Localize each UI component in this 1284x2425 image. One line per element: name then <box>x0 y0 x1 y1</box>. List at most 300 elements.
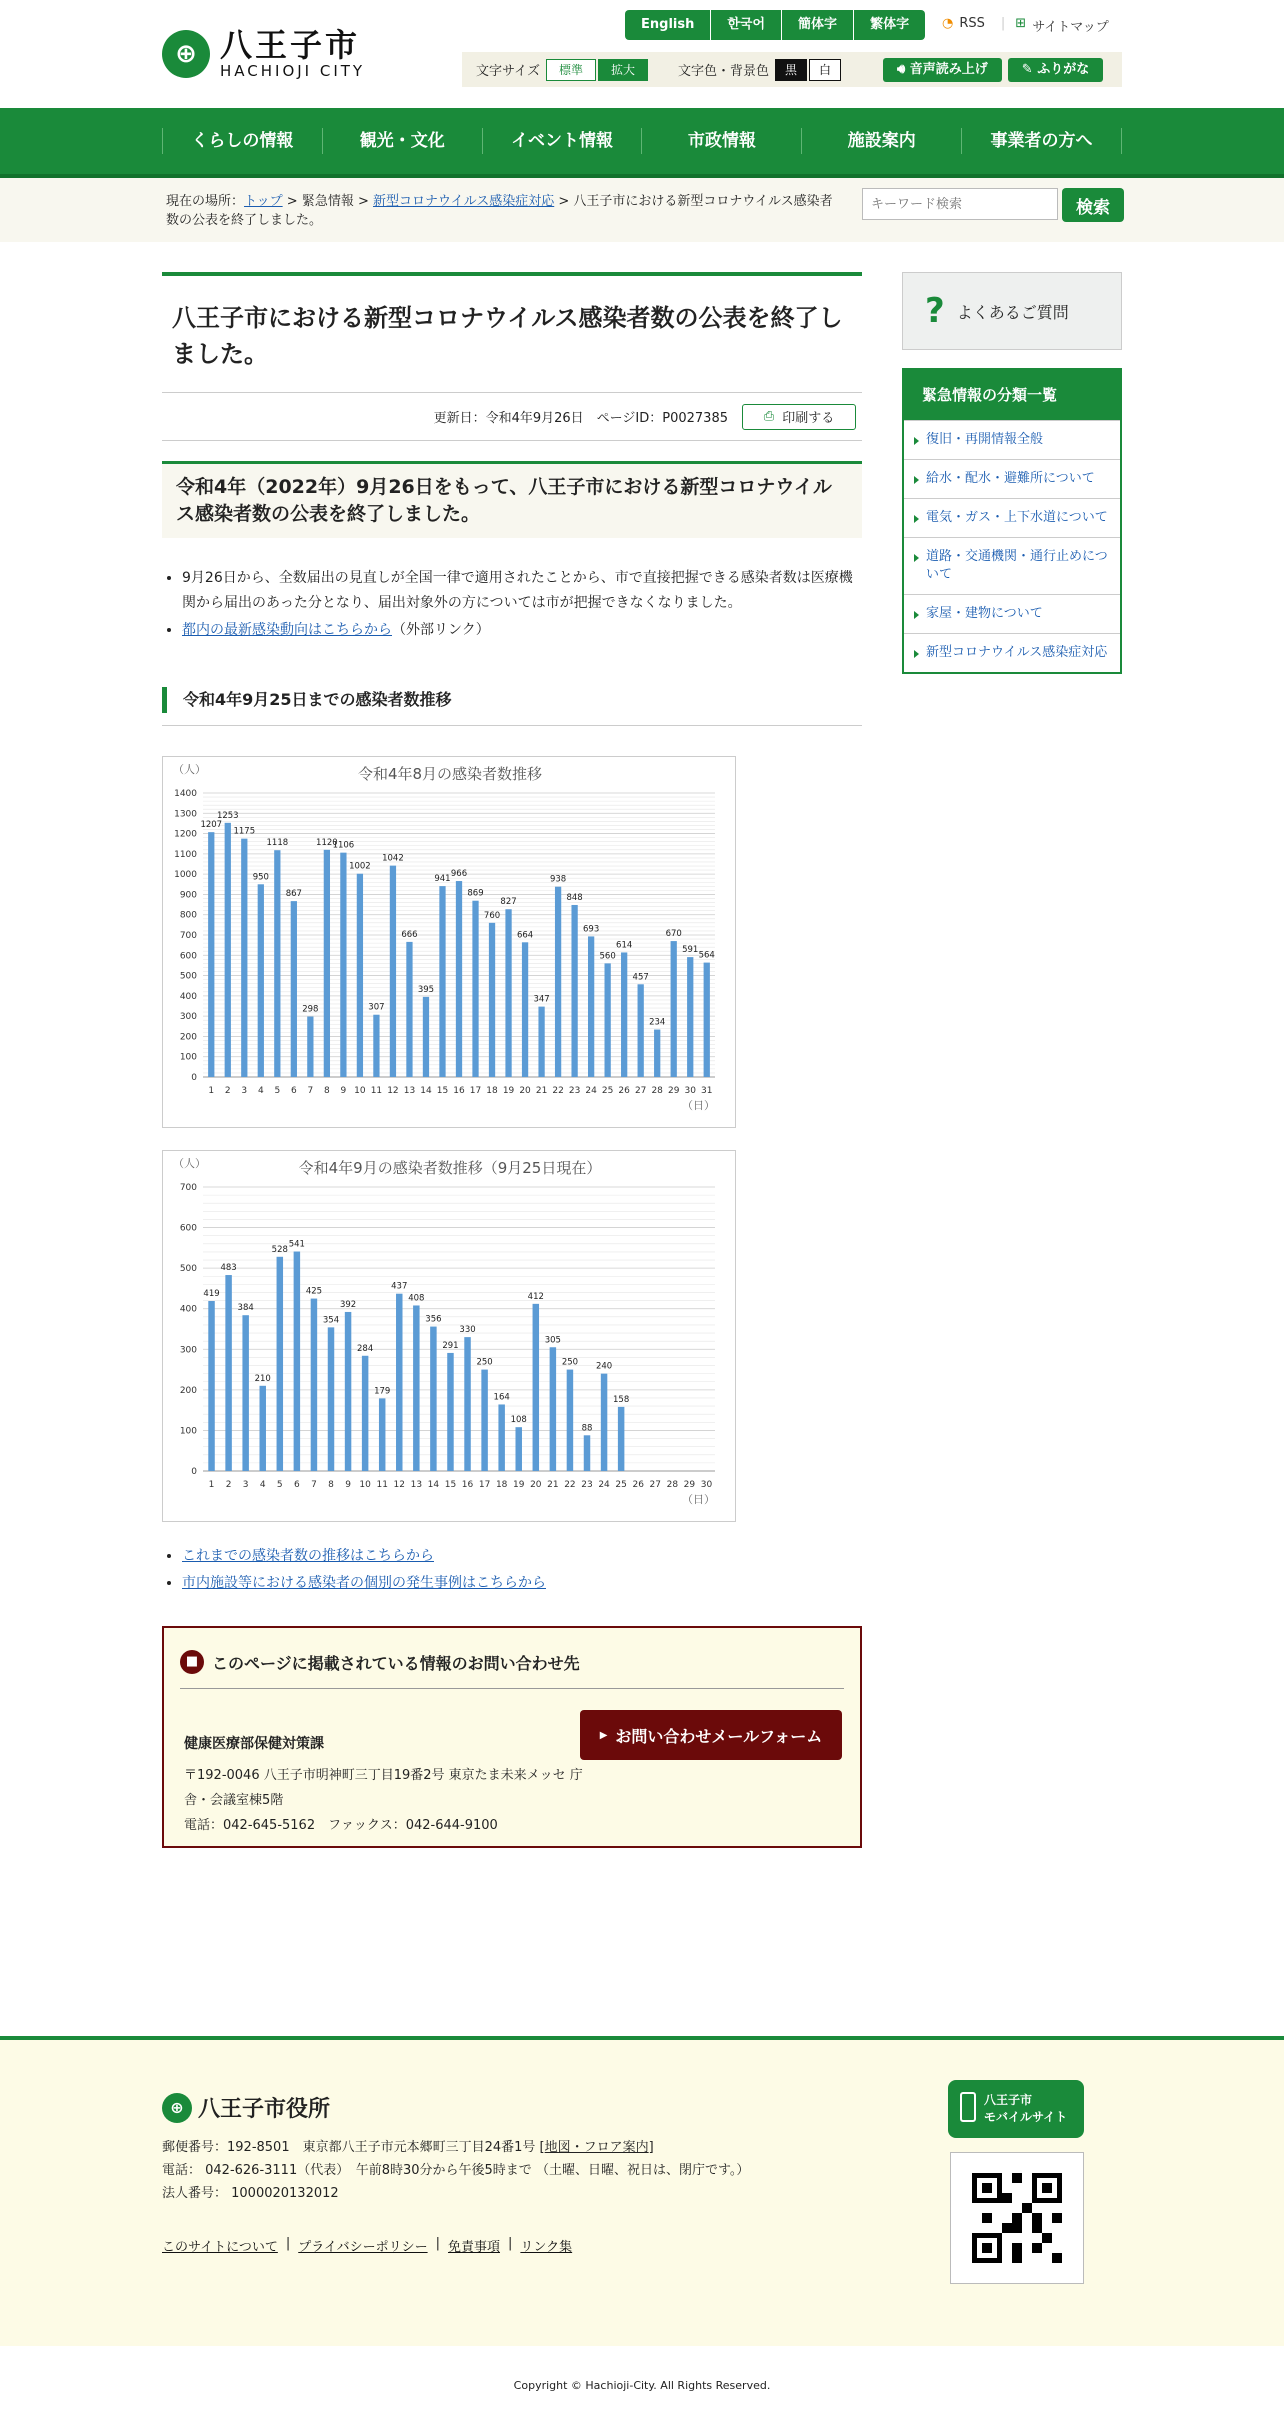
x-tick-label: 23 <box>581 1480 593 1490</box>
x-tick-label: 17 <box>469 1086 482 1096</box>
y-tick-label: 1000 <box>174 870 197 881</box>
footer-links: このサイトについて | プライバシーポリシー | 免責事項 | リンク集 <box>162 2236 573 2255</box>
contact-form-button[interactable] <box>580 1710 842 1760</box>
bar <box>618 1407 624 1471</box>
x-tick-label: 21 <box>535 1086 548 1096</box>
sitemap-link[interactable]: サイトマップ <box>1032 20 1109 35</box>
gnav-city-info[interactable]: 市政情報 <box>641 128 801 154</box>
bar <box>567 1370 573 1471</box>
breadcrumb-sep: > <box>282 194 302 209</box>
sidebar-item-utilities[interactable]: 電気・ガス・上下水道について <box>904 498 1120 537</box>
data-label: 869 <box>467 888 484 899</box>
footer-org: 八王子市役所 <box>198 2097 331 2122</box>
lang-simplified-chinese[interactable]: 簡体字 <box>782 10 854 40</box>
bar <box>671 941 677 1077</box>
lang-traditional-chinese[interactable]: 繁体字 <box>854 10 925 40</box>
x-tick-label: 26 <box>618 1086 630 1096</box>
x-axis-label: （日） <box>682 1099 715 1112</box>
gnav-events[interactable]: イベント情報 <box>482 128 642 154</box>
sidebar <box>902 272 1122 674</box>
x-tick-label: 1 <box>208 1480 215 1490</box>
speaker-icon: 🔊︎ <box>897 61 910 77</box>
footer-link-about[interactable]: このサイトについて <box>162 2240 278 2255</box>
lang-english[interactable]: English <box>625 10 711 40</box>
x-tick-label: 22 <box>564 1480 576 1490</box>
data-label: 867 <box>285 889 302 900</box>
data-label: 966 <box>450 869 468 880</box>
x-tick-label: 11 <box>376 1480 388 1490</box>
question-icon: ? <box>925 291 945 331</box>
data-label: 1207 <box>200 820 223 831</box>
x-tick-label: 28 <box>651 1086 663 1096</box>
bar <box>472 901 478 1077</box>
x-tick-label: 4 <box>259 1480 266 1490</box>
sidebar-item-buildings[interactable]: 家屋・建物について <box>904 594 1120 633</box>
data-label: 560 <box>599 951 616 962</box>
data-label: 1106 <box>332 840 355 851</box>
breadcrumb-sep: > <box>554 194 574 209</box>
bar <box>571 905 577 1077</box>
footer <box>0 2036 1284 2346</box>
rss-icon: ◔ <box>942 16 954 31</box>
y-tick-label: 1100 <box>174 849 197 860</box>
x-tick-label: 15 <box>436 1086 449 1096</box>
color-white-button[interactable]: 白 <box>809 59 841 81</box>
contact-form-label: お問い合わせメールフォーム <box>615 1726 823 1746</box>
sidebar-item-water[interactable]: 給水・配水・避難所について <box>904 459 1120 498</box>
bar <box>413 1305 419 1471</box>
data-label: 483 <box>220 1263 237 1274</box>
data-label: 827 <box>500 897 517 908</box>
data-label: 234 <box>649 1017 666 1028</box>
bar <box>638 984 644 1077</box>
y-tick-label: 700 <box>179 1183 197 1193</box>
y-axis-label: （人） <box>173 1157 206 1170</box>
bar <box>307 1017 313 1077</box>
bar-chart-september <box>163 1151 737 1517</box>
map-link[interactable]: 地図・フロア案内 <box>544 2140 649 2155</box>
x-tick-label: 10 <box>359 1480 371 1490</box>
mobile-phone-icon <box>960 2092 976 2122</box>
data-label: 437 <box>391 1281 408 1292</box>
breadcrumb-sep: > <box>353 194 373 209</box>
faq-button[interactable] <box>902 272 1122 350</box>
x-tick-label: 7 <box>307 1086 314 1096</box>
contact-address: 〒192-0046 八王子市明神町三丁目19番2号 東京たま未来メッセ 庁舎・会議室棟5階 <box>184 1768 583 1808</box>
print-label: 印刷する <box>782 411 835 426</box>
x-tick-label: 20 <box>519 1086 531 1096</box>
x-tick-label: 8 <box>324 1086 330 1096</box>
text-size-label: 文字サイズ <box>476 64 540 79</box>
y-tick-label: 500 <box>179 971 197 982</box>
y-tick-label: 0 <box>191 1467 197 1477</box>
x-tick-label: 15 <box>444 1480 457 1490</box>
bar <box>340 853 346 1077</box>
page-title: 八王子市における新型コロナウイルス感染者数の公表を終了しました。 <box>172 304 843 368</box>
data-label: 395 <box>417 984 435 995</box>
data-label: 412 <box>527 1291 544 1302</box>
data-label: 307 <box>368 1002 385 1013</box>
x-tick-label: 11 <box>370 1086 383 1096</box>
data-label: 210 <box>254 1373 271 1384</box>
footer-phone: 電話： 042-626-3111（代表） 午前8時30分から午後5時まで （土曜、日曜、祝日は、閉庁です。） <box>162 2163 750 2178</box>
x-tick-label: 19 <box>502 1086 515 1096</box>
bar <box>324 850 330 1077</box>
contact-dept: 健康医療部保健対策課 <box>184 1736 324 1752</box>
chart-section-heading: 令和4年9月25日までの感染者数推移 <box>162 687 862 713</box>
data-label: 250 <box>561 1357 579 1368</box>
data-label: 240 <box>595 1361 613 1372</box>
breadcrumb-covid[interactable]: 新型コロナウイルス感染症対応 <box>373 194 555 209</box>
category-title: 緊急情報の分類一覧 <box>904 370 1120 420</box>
top-links <box>942 16 1115 35</box>
y-axis-label: （人） <box>173 763 206 776</box>
furigana-button[interactable] <box>1008 58 1103 82</box>
y-tick-label: 1200 <box>174 829 197 840</box>
bar <box>550 1347 556 1471</box>
x-tick-label: 16 <box>453 1086 465 1096</box>
x-tick-label: 14 <box>427 1480 440 1490</box>
bar <box>294 1252 300 1471</box>
data-label: 1042 <box>382 853 404 864</box>
x-tick-label: 28 <box>666 1480 679 1490</box>
related-links <box>182 1544 862 1596</box>
y-tick-label: 100 <box>179 1426 197 1437</box>
x-tick-label: 6 <box>293 1480 300 1490</box>
history-link[interactable]: これまでの感染者数の推移はこちらから <box>182 1548 434 1564</box>
bar <box>259 1386 265 1471</box>
data-label: 950 <box>252 872 269 883</box>
data-label: 354 <box>322 1315 340 1326</box>
x-tick-label: 4 <box>257 1086 264 1096</box>
bar <box>225 823 231 1077</box>
x-tick-label: 5 <box>274 1086 281 1096</box>
x-tick-label: 30 <box>684 1086 696 1096</box>
footer-addr-end: ] <box>648 2140 654 2155</box>
chart-title: 令和4年8月の感染者数推移 <box>357 765 543 783</box>
faq-label: よくあるご質問 <box>956 302 1069 322</box>
data-label: 419 <box>203 1289 220 1300</box>
sidebar-item-roads[interactable]: 道路・交通機関・通行止めについて <box>904 537 1120 594</box>
bar <box>258 884 264 1077</box>
x-tick-label: 26 <box>632 1480 644 1490</box>
footer-link-privacy[interactable]: プライバシーポリシー <box>298 2240 428 2255</box>
data-label: 408 <box>408 1293 425 1304</box>
breadcrumb-current: 八王子市における新型コロナウイルス感染者数の公表を終了しました。 <box>166 194 833 228</box>
data-label: 670 <box>665 929 682 940</box>
y-tick-label: 600 <box>179 951 197 962</box>
rss-link[interactable]: RSS <box>959 16 985 31</box>
y-tick-label: 600 <box>179 1223 197 1234</box>
data-label: 564 <box>698 950 715 961</box>
tokyo-trends-link[interactable]: 都内の最新感染動向はこちらから <box>182 622 392 638</box>
chevron-right-icon: ▶ <box>599 1729 608 1741</box>
data-label: 1175 <box>233 826 256 837</box>
bar <box>277 1257 283 1471</box>
data-label: 666 <box>401 929 418 940</box>
data-label: 250 <box>476 1357 493 1368</box>
gnav-business[interactable]: 事業者の方へ <box>961 128 1122 154</box>
y-tick-label: 100 <box>179 1052 197 1063</box>
bar <box>654 1030 660 1077</box>
data-label: 164 <box>493 1392 510 1403</box>
search-input[interactable] <box>862 188 1058 220</box>
data-label: 298 <box>302 1004 319 1015</box>
read-aloud-label: 音声読み上げ <box>909 61 988 77</box>
lang-korean[interactable]: 한국어 <box>711 10 782 40</box>
bar <box>379 1398 385 1471</box>
y-tick-label: 1300 <box>174 809 197 820</box>
bar-chart-august <box>163 757 737 1123</box>
category-list <box>902 368 1122 674</box>
list-item <box>182 1571 862 1596</box>
bar <box>538 1007 544 1077</box>
x-tick-label: 31 <box>701 1086 713 1096</box>
bar <box>241 839 247 1077</box>
bar <box>498 1404 504 1471</box>
site-logo[interactable] <box>162 28 365 80</box>
pencil-icon: ✎ <box>1021 61 1038 77</box>
x-tick-label: 24 <box>598 1480 610 1490</box>
bar <box>522 942 528 1077</box>
chart-september <box>162 1150 736 1522</box>
x-tick-label: 10 <box>354 1086 366 1096</box>
y-tick-label: 0 <box>191 1073 197 1083</box>
y-tick-label: 400 <box>179 1304 197 1315</box>
bar <box>274 850 280 1077</box>
data-label: 284 <box>357 1343 374 1354</box>
x-tick-label: 18 <box>486 1086 498 1096</box>
footer-link-disclaimer[interactable]: 免責事項 <box>447 2240 500 2255</box>
x-tick-label: 2 <box>224 1086 231 1096</box>
copyright: Copyright © Hachioji-City. All Rights Reserved. <box>513 2379 771 2392</box>
contact-phone: 電話：042-645-5162 ファックス：042-644-9100 <box>184 1818 498 1833</box>
logo-name-en: HACHIOJI CITY <box>220 62 366 80</box>
contact-title <box>180 1650 580 1674</box>
data-label: 356 <box>425 1314 442 1325</box>
x-tick-label: 6 <box>290 1086 297 1096</box>
mobile-label-2: モバイルサイト <box>984 2110 1068 2124</box>
data-label: 591 <box>682 945 699 956</box>
text-size-large-button[interactable]: 拡大 <box>598 59 648 81</box>
section-heading: 令和4年（2022年）9月26日をもって、八王子市における新型コロナウイルス感染者数の公表を終了しました。 <box>162 461 862 538</box>
data-label: 1120 <box>316 837 338 848</box>
print-button[interactable] <box>742 404 856 430</box>
sitemap-icon: ⊞ <box>1015 16 1027 31</box>
bar <box>328 1327 334 1471</box>
x-tick-label: 25 <box>601 1086 614 1096</box>
x-tick-label: 7 <box>311 1480 317 1490</box>
x-tick-label: 29 <box>683 1480 696 1490</box>
x-tick-label: 27 <box>634 1086 647 1096</box>
external-link-note: （外部リンク） <box>392 622 490 638</box>
bar <box>687 957 693 1077</box>
bar <box>390 866 396 1077</box>
x-tick-label: 9 <box>340 1086 347 1096</box>
bar <box>208 1301 214 1471</box>
gnav-facilities[interactable]: 施設案内 <box>801 128 961 154</box>
bar <box>605 963 611 1077</box>
contact-box <box>162 1626 862 1848</box>
text-size-standard-button[interactable]: 標準 <box>546 59 596 81</box>
breadcrumb-top[interactable]: トップ <box>244 194 283 209</box>
bar <box>345 1312 351 1471</box>
x-tick-label: 20 <box>530 1480 542 1490</box>
bar <box>601 1374 607 1471</box>
notice-list <box>182 566 862 643</box>
list-item <box>182 618 862 643</box>
divider: | <box>1000 16 1006 31</box>
bar <box>208 832 214 1077</box>
data-label: 179 <box>374 1386 391 1397</box>
x-tick-label: 13 <box>403 1086 416 1096</box>
x-tick-label: 12 <box>393 1480 405 1490</box>
chart-august <box>162 756 736 1128</box>
search-button[interactable]: 検索 <box>1062 188 1124 222</box>
chat-icon: ■ <box>180 1650 204 1674</box>
bar <box>588 936 594 1077</box>
bar <box>396 1294 402 1471</box>
data-label: 108 <box>510 1415 527 1426</box>
bar <box>362 1356 368 1471</box>
data-label: 425 <box>305 1286 323 1297</box>
x-tick-label: 2 <box>225 1480 232 1490</box>
footer-logo <box>162 2092 330 2123</box>
y-tick-label: 900 <box>179 890 197 901</box>
city-emblem-icon: ⊕ <box>162 30 210 78</box>
bar <box>423 997 429 1077</box>
breadcrumb-prefix: 現在の場所： <box>166 194 245 209</box>
bar <box>489 923 495 1077</box>
bar <box>447 1353 453 1471</box>
x-tick-label: 13 <box>410 1480 423 1490</box>
data-label: 941 <box>434 874 451 885</box>
main-content <box>162 242 862 1848</box>
data-label: 541 <box>288 1239 305 1250</box>
x-tick-label: 21 <box>547 1480 559 1490</box>
bar <box>555 887 561 1077</box>
bar <box>704 963 710 1077</box>
bar <box>430 1327 436 1471</box>
mobile-label-1: 八王子市 <box>984 2093 1033 2107</box>
sidebar-item-recovery[interactable]: 復旧・再開情報全般 <box>904 420 1120 459</box>
header <box>162 0 1122 108</box>
bar <box>456 881 462 1077</box>
x-tick-label: 14 <box>420 1086 432 1096</box>
y-tick-label: 700 <box>179 931 197 941</box>
qr-code-icon <box>972 2173 1062 2263</box>
gnav-tourism[interactable]: 観光・文化 <box>322 128 482 154</box>
bar <box>439 886 445 1077</box>
data-label: 457 <box>632 972 649 983</box>
data-label: 392 <box>339 1299 357 1310</box>
y-tick-label: 1400 <box>174 789 197 799</box>
x-tick-label: 25 <box>615 1480 627 1490</box>
bar <box>533 1304 539 1471</box>
y-tick-label: 500 <box>179 1264 197 1275</box>
x-tick-label: 8 <box>328 1480 334 1490</box>
x-tick-label: 23 <box>568 1086 581 1096</box>
bar <box>357 874 363 1077</box>
x-tick-label: 22 <box>552 1086 564 1096</box>
qr-code <box>950 2152 1084 2284</box>
data-label: 614 <box>616 940 633 951</box>
bar <box>242 1315 248 1471</box>
footer-address <box>162 2136 749 2205</box>
list-item <box>182 1544 862 1569</box>
breadcrumb <box>166 192 834 230</box>
x-tick-label: 5 <box>276 1480 283 1490</box>
accessibility-toolbar <box>462 52 1122 87</box>
breadcrumb-bar <box>0 178 1284 242</box>
furigana-label: ふりがな <box>1037 61 1090 77</box>
color-black-button[interactable]: 黒 <box>775 59 807 81</box>
global-nav <box>0 108 1284 178</box>
data-label: 330 <box>459 1325 476 1336</box>
x-tick-label: 29 <box>667 1086 680 1096</box>
data-label: 384 <box>237 1303 254 1314</box>
footer-link-links[interactable]: リンク集 <box>520 2240 573 2255</box>
x-axis-label: （日） <box>682 1493 715 1506</box>
contact-body <box>184 1732 584 1838</box>
mobile-site-button[interactable] <box>948 2080 1084 2138</box>
data-label: 158 <box>613 1394 630 1405</box>
bar <box>621 952 627 1077</box>
x-tick-label: 9 <box>345 1480 351 1490</box>
gnav-living[interactable]: くらしの情報 <box>162 128 322 154</box>
data-label: 664 <box>516 930 534 941</box>
x-tick-label: 16 <box>461 1480 474 1490</box>
data-label: 291 <box>442 1340 459 1351</box>
data-label: 760 <box>483 910 501 921</box>
x-tick-label: 3 <box>242 1480 249 1490</box>
footer-addr: 郵便番号：192-8501 東京都八王子市元本郷町三丁目24番1号 [ <box>162 2140 545 2155</box>
x-tick-label: 17 <box>478 1480 491 1490</box>
bar <box>225 1275 231 1471</box>
data-label: 347 <box>533 994 550 1005</box>
bar <box>584 1435 590 1471</box>
color-label: 文字色・背景色 <box>678 64 770 79</box>
data-label: 938 <box>549 874 567 885</box>
bar <box>505 909 511 1077</box>
x-tick-label: 19 <box>513 1480 525 1490</box>
x-tick-label: 3 <box>241 1086 248 1096</box>
read-aloud-button[interactable] <box>883 58 1002 82</box>
contact-title-text: このページに掲載されている情報のお問い合わせ先 <box>212 1653 580 1673</box>
bar <box>515 1427 521 1471</box>
bar <box>481 1370 487 1471</box>
bar <box>311 1299 317 1471</box>
sidebar-item-covid[interactable]: 新型コロナウイルス感染症対応 <box>904 633 1120 672</box>
y-tick-label: 200 <box>179 1032 197 1043</box>
data-label: 693 <box>583 924 600 935</box>
bar <box>464 1337 470 1471</box>
facility-cases-link[interactable]: 市内施設等における感染者の個別の発生事例はこちらから <box>182 1575 546 1591</box>
data-label: 1002 <box>349 861 371 872</box>
x-tick-label: 27 <box>649 1480 661 1490</box>
data-label: 528 <box>271 1244 288 1255</box>
bar <box>406 942 412 1077</box>
y-tick-label: 300 <box>179 1012 197 1023</box>
breadcrumb-emergency: 緊急情報 <box>301 194 354 209</box>
x-tick-label: 24 <box>585 1086 597 1096</box>
y-tick-label: 800 <box>179 910 197 921</box>
y-tick-label: 400 <box>179 991 197 1002</box>
data-label: 1118 <box>266 838 289 849</box>
data-label: 88 <box>581 1423 593 1434</box>
list-item: • 9月26日から、全数届出の見直しが全国一律で適用されたことから、市で直接把握できる感染者数は医療機関から届出のあった分となり、届出対象外の方については市が把握できなくなりました。 <box>182 566 862 616</box>
city-emblem-icon: ⊕ <box>162 2093 192 2123</box>
